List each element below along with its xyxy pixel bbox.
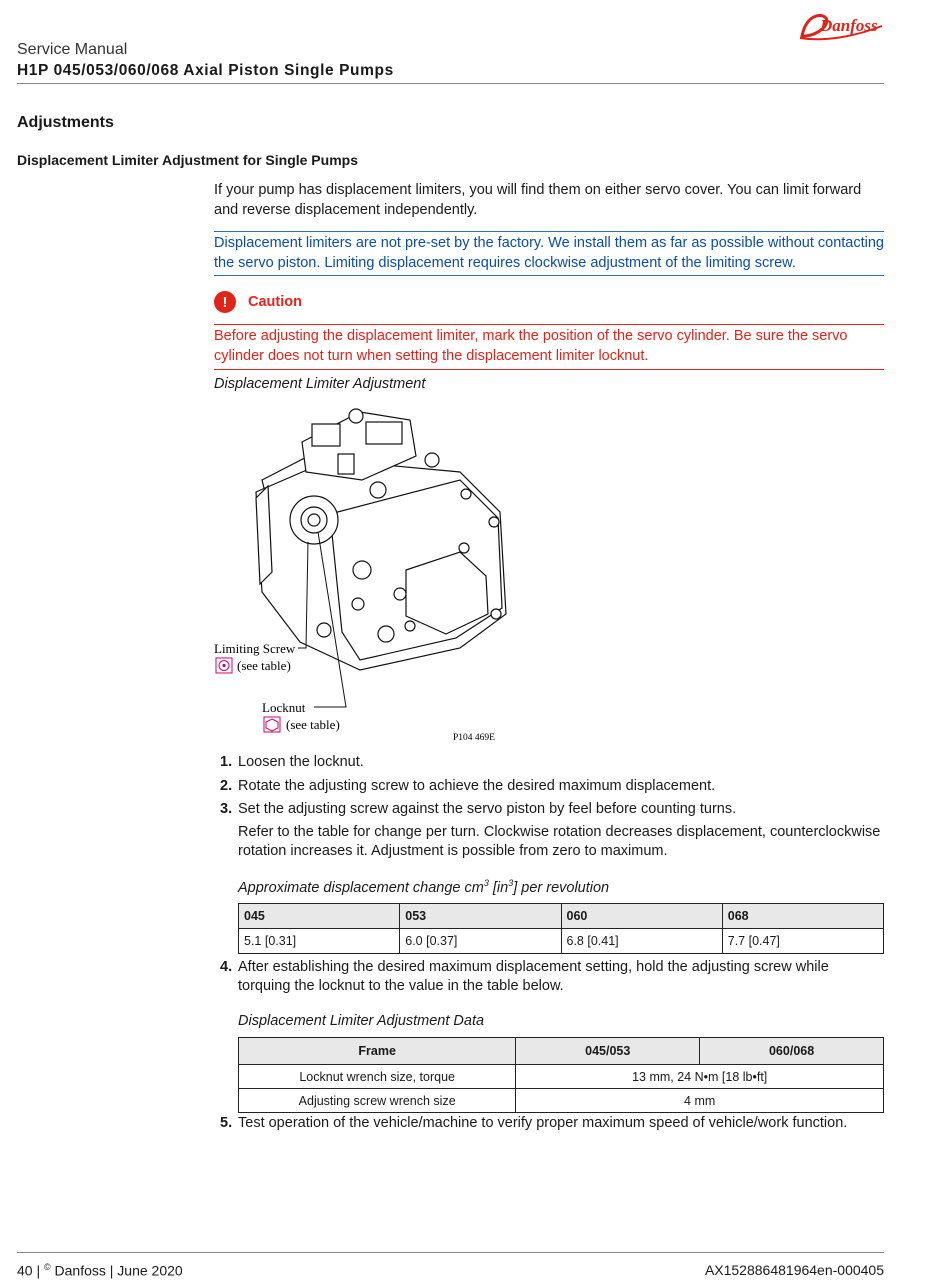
step-number: 4. (220, 959, 233, 975)
doc-type: Service Manual (17, 41, 128, 58)
table2-caption: Displacement Limiter Adjustment Data (238, 1013, 485, 1029)
figure-caption: Displacement Limiter Adjustment (214, 376, 426, 392)
table1-caption-mid: [in (488, 879, 509, 896)
step-number: 2. (220, 778, 233, 794)
caution-icon: ! (214, 291, 236, 313)
step-text: Set the adjusting screw against the servo piston by feel before counting turns. (238, 801, 737, 817)
port-1 (370, 482, 386, 498)
section-title: Adjustments (17, 114, 114, 131)
step-number: 5. (220, 1115, 233, 1131)
doc-title: H1P 045/053/060/068 Axial Piston Single Pumps (17, 62, 394, 79)
table-header-cell: 045/053 (516, 1038, 700, 1065)
port-5 (317, 623, 331, 637)
hex-socket-icon-center (222, 664, 225, 667)
bolt-1 (461, 489, 471, 499)
table-header-cell: 045 (239, 904, 400, 929)
table-row (239, 1065, 884, 1089)
port-4 (378, 626, 394, 642)
bolt-5 (405, 621, 415, 631)
table-header-cell: 053 (400, 904, 561, 929)
steps-list (214, 753, 884, 817)
table1-caption-suffix: ] per revolution (513, 879, 610, 896)
caution-header (214, 291, 302, 313)
section-subtitle: Displacement Limiter Adjustment for Single Pumps (17, 152, 358, 168)
step-text: After establishing the desired maximum displacement setting, hold the adjusting screw while torquing the locknut to the value in the table below. (238, 959, 829, 994)
intro-paragraph: If your pump has displacement limiters, you will find them on either servo cover. You can limit forward and reverse displacement independently. (214, 182, 862, 218)
page-number: 40 (17, 1262, 33, 1279)
bolt-4 (459, 543, 469, 553)
table-header-row (239, 1038, 884, 1065)
steps-list (214, 1114, 884, 1134)
note-box: Displacement limiters are not pre-set by the factory. We install them as far as possible without contacting the servo piston. Limiting displacement requires clockwise adjustment of the limiting screw. (214, 231, 884, 276)
port-3 (353, 561, 371, 579)
bolt-3 (491, 609, 501, 619)
footer-publisher-date: Danfoss | June 2020 (54, 1262, 183, 1279)
table-cell: 7.7 [0.47] (722, 929, 883, 954)
bolt-6 (394, 588, 406, 600)
table-header-cell: 060 (561, 904, 722, 929)
locknut-ref: (see table) (286, 717, 340, 732)
limiting-screw-ref: (see table) (237, 658, 291, 673)
table-cell: 4 mm (516, 1089, 884, 1113)
table-header-cell: 060/068 (700, 1038, 884, 1065)
solenoid-left (312, 424, 340, 446)
port-2 (425, 453, 439, 467)
copyright-symbol: © (44, 1262, 51, 1272)
bolt-2 (489, 517, 499, 527)
caution-text: Before adjusting the displacement limiter, mark the position of the servo cylinder. Be sure the servo cylinder does not turn when setting the displacement limiter locknut. (214, 324, 884, 370)
table-header-cell: Frame (239, 1038, 516, 1065)
table-row (239, 1089, 884, 1113)
step3-detail: Refer to the table for change per turn. Clockwise rotation decreases displacement, counterclockwise rotation increases it. Adjustment is possible from zero to maximum. (238, 824, 881, 859)
table-header-cell: 068 (722, 904, 883, 929)
table-cell: Locknut wrench size, torque (239, 1065, 516, 1089)
port-6 (352, 598, 364, 610)
caution-label: Caution (248, 294, 302, 310)
limiting-screw-label: Limiting Screw (214, 641, 296, 656)
connector-plug (338, 454, 354, 474)
limiter-adjustment-data-table (238, 1037, 884, 1113)
step-number: 1. (220, 754, 233, 770)
table-cell: 5.1 [0.31] (239, 929, 400, 954)
figure-code: P104 469E (453, 733, 495, 743)
step-text: Rotate the adjusting screw to achieve the desired maximum displacement. (238, 778, 716, 794)
displacement-change-table (238, 903, 884, 954)
footer-left: 40 | © Danfoss | June 2020 (17, 1262, 183, 1279)
table1-caption (238, 878, 609, 896)
table-row (239, 929, 884, 954)
step-text: Test operation of the vehicle/machine to verify proper maximum speed of vehicle/work function. (238, 1115, 848, 1131)
table-cell: 6.8 [0.41] (561, 929, 722, 954)
step-text: Loosen the locknut. (238, 754, 364, 770)
table-cell: 13 mm, 24 N•m [18 lb•ft] (516, 1065, 884, 1089)
solenoid-right (366, 422, 402, 444)
table1-caption-sup: 3 (483, 878, 489, 888)
step-number: 3. (220, 801, 233, 817)
steps-list (214, 958, 884, 998)
table-cell: Adjusting screw wrench size (239, 1089, 516, 1113)
table1-caption-prefix: Approximate displacement change cm (238, 879, 484, 896)
limiter-screw-hub (308, 514, 320, 526)
locknut-label: Locknut (262, 700, 306, 715)
table1-caption-sup: 3 (508, 878, 514, 888)
document-number: AX152886481964en-000405 (704, 1262, 884, 1278)
footer-divider (17, 1252, 884, 1253)
logo-wordmark: Danfoss (820, 16, 878, 35)
top-connector (349, 409, 363, 423)
header-divider (17, 83, 884, 84)
hex-nut-icon (266, 719, 278, 731)
table-cell: 6.0 [0.37] (400, 929, 561, 954)
table-header-row (239, 904, 884, 929)
danfoss-logo (796, 6, 886, 42)
pump-illustration (210, 402, 520, 747)
